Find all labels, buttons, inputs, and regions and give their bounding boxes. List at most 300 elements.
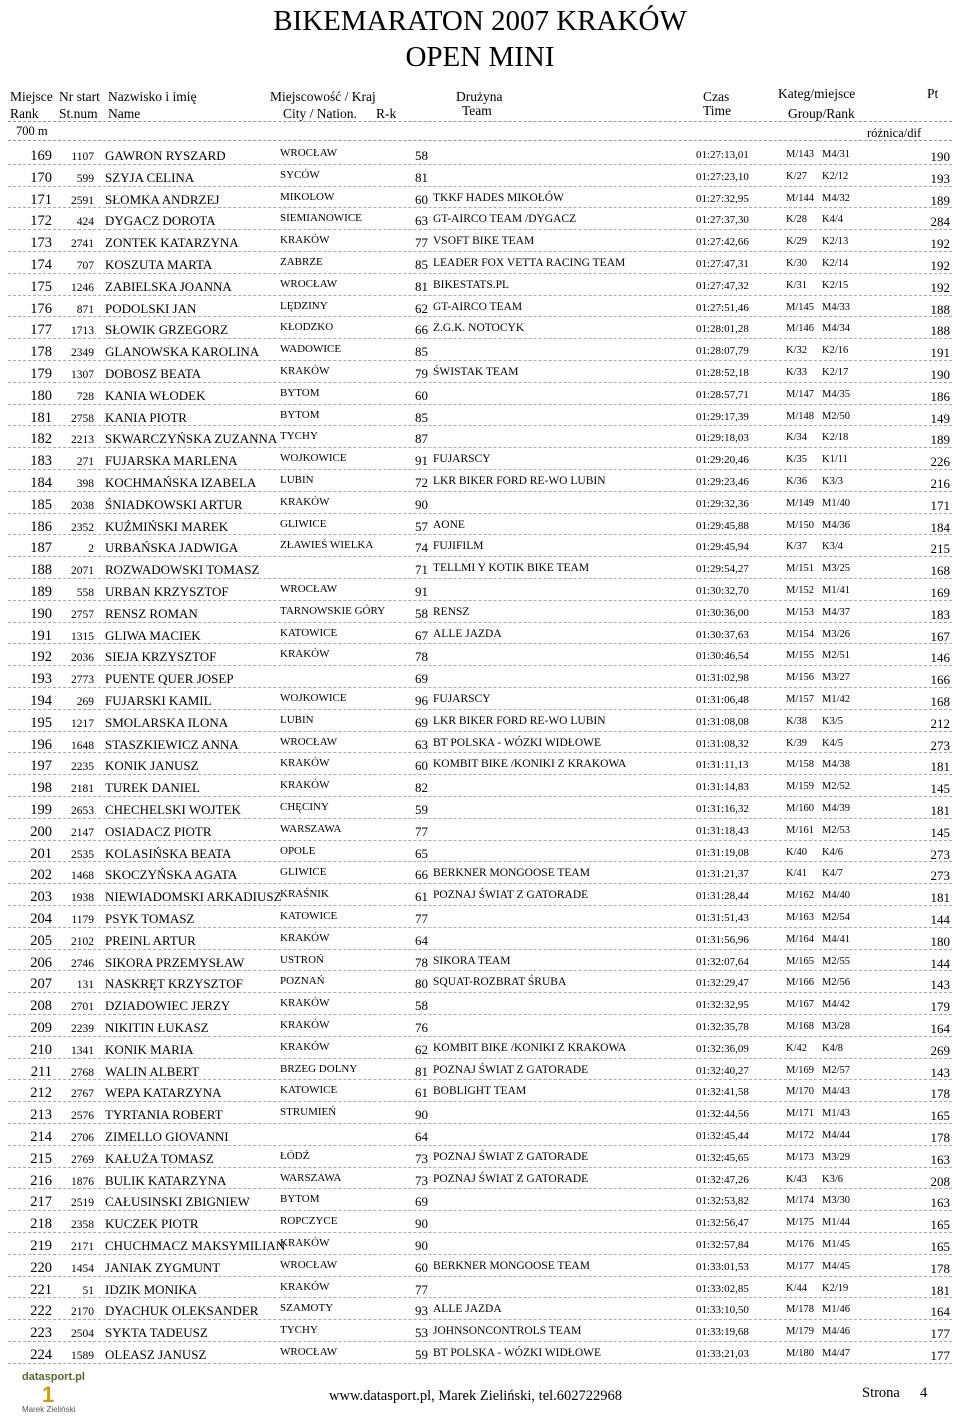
header-rank-en: Rank: [10, 106, 39, 121]
row-start-number: 1876: [71, 1175, 94, 1188]
row-start-number: 2519: [71, 1197, 94, 1210]
row-age: 77: [415, 911, 428, 926]
row-time: 01:27:42,66: [696, 236, 749, 249]
row-age: 67: [415, 627, 428, 643]
row-team: BT POLSKA - WÓZKI WIDŁOWE: [433, 736, 602, 749]
row-category-group: K1/11: [822, 454, 848, 466]
row-category-group: M2/52: [822, 781, 851, 793]
row-category-group: M4/35: [822, 388, 851, 400]
row-age: 77: [415, 235, 428, 251]
row-name: KAŁUŻA TOMASZ: [105, 1150, 214, 1166]
row-points: 163: [930, 1151, 950, 1167]
row-time: 01:27:32,95: [696, 192, 749, 205]
row-rank: 191: [30, 627, 52, 644]
row-team: KOMBIT BIKE /KONIKI Z KRAKOWA: [433, 758, 627, 771]
row-category-group: M1/45: [822, 1239, 851, 1250]
row-category-group: M3/27: [822, 672, 851, 684]
row-rank: 189: [30, 584, 52, 600]
row-category-open: M/163: [786, 912, 815, 923]
row-name: KANIA PIOTR: [105, 409, 187, 425]
row-category-open: K/43: [786, 1173, 807, 1185]
row-age: 90: [415, 1107, 428, 1123]
table-row: [0, 1342, 960, 1364]
table-row: [0, 383, 960, 405]
row-category-group: K4/4: [822, 214, 843, 226]
row-category-group: M1/41: [822, 585, 851, 596]
row-city: POZNAŃ: [280, 975, 325, 988]
row-start-number: 2352: [71, 521, 94, 534]
row-rank: 199: [30, 802, 52, 818]
row-category-open: M/176: [786, 1239, 815, 1250]
row-city: OPOLE: [280, 844, 316, 857]
table-row: [0, 1168, 960, 1190]
row-team: TELLMI Y KOTIK BIKE TEAM: [433, 562, 590, 575]
row-time: 01:31:16,32: [696, 803, 749, 815]
row-rank: 210: [30, 1041, 52, 1058]
row-age: 91: [415, 453, 428, 469]
row-category-group: M4/34: [822, 323, 851, 335]
row-team: FUJARSCY: [433, 453, 491, 466]
row-start-number: 728: [76, 390, 94, 403]
row-name: SIKORA PRZEMYSŁAW: [105, 954, 245, 970]
row-category-group: M2/51: [822, 650, 851, 662]
row-category-open: K/27: [786, 170, 807, 182]
row-category-group: M4/47: [822, 1348, 851, 1359]
row-category-open: M/159: [786, 781, 815, 793]
row-age: 58: [415, 605, 428, 621]
row-city: KRAKÓW: [280, 1237, 330, 1249]
row-start-number: 1315: [71, 630, 94, 643]
row-time: 01:27:47,31: [696, 258, 749, 270]
row-start-number: 2358: [71, 1219, 94, 1232]
row-points: 181: [930, 890, 950, 906]
row-rank: 175: [30, 278, 52, 295]
table-row: [0, 1080, 960, 1102]
row-category-open: K/36: [786, 476, 807, 487]
row-points: 273: [930, 737, 950, 753]
row-time: 01:27:37,30: [696, 214, 749, 227]
row-rank: 192: [30, 649, 52, 666]
row-team: ŚWISTAK TEAM: [433, 366, 519, 378]
table-row: [0, 841, 960, 863]
row-team: GT-AIRCO TEAM /DYGACZ: [433, 213, 577, 226]
row-points: 165: [930, 1108, 950, 1124]
row-rank: 209: [30, 1020, 52, 1036]
row-category-group: K2/18: [822, 432, 849, 444]
row-name: SMOLARSKA ILONA: [105, 714, 229, 730]
header-team-en: Team: [462, 103, 492, 118]
row-category-group: K3/5: [822, 715, 843, 727]
row-start-number: 2773: [71, 674, 94, 687]
header-rk: R-k: [376, 106, 397, 121]
row-age: 96: [415, 693, 428, 708]
row-time: 01:32:47,26: [696, 1173, 749, 1186]
row-time: 01:32:32,95: [696, 999, 749, 1012]
row-time: 01:31:21,37: [696, 868, 749, 881]
row-category-group: M4/33: [822, 301, 851, 313]
row-points: 165: [930, 1239, 950, 1254]
row-team: AONE: [433, 518, 465, 531]
row-rank: 200: [30, 823, 52, 840]
row-category-open: M/153: [786, 606, 815, 618]
row-category-open: M/156: [786, 672, 815, 684]
row-rank: 220: [30, 1259, 52, 1276]
row-city: BYTOM: [280, 408, 320, 421]
row-name: STASZKIEWICZ ANNA: [105, 736, 239, 752]
row-rank: 206: [30, 954, 52, 971]
row-category-group: M1/43: [822, 1108, 851, 1120]
row-points: 273: [930, 868, 950, 884]
table-row: [0, 928, 960, 950]
row-age: 59: [415, 1347, 428, 1362]
row-name: OSIADACZ PIOTR: [105, 823, 212, 839]
row-city: ŁÓDŹ: [280, 1149, 310, 1162]
row-time: 01:30:46,54: [696, 650, 749, 663]
row-category-group: M2/53: [822, 824, 851, 836]
row-team: KOMBIT BIKE /KONIKI Z KRAKOWA: [433, 1041, 627, 1054]
row-team: BIKESTATS.PL: [433, 278, 510, 291]
table-row: [0, 165, 960, 187]
row-time: 01:29:18,03: [696, 432, 749, 445]
row-age: 60: [415, 758, 428, 774]
table-row: [0, 1146, 960, 1168]
row-city: KRAKÓW: [280, 648, 330, 661]
table-row: [0, 252, 960, 274]
row-category-group: M3/29: [822, 1151, 851, 1163]
row-rank: 216: [30, 1172, 52, 1189]
row-points: 192: [930, 258, 950, 273]
row-city: LUBIN: [280, 713, 314, 726]
row-points: 180: [930, 933, 950, 949]
row-age: 64: [415, 932, 428, 948]
table-row: [0, 492, 960, 514]
page-subtitle: OPEN MINI: [405, 41, 555, 73]
table-row: [0, 753, 960, 775]
row-start-number: 599: [76, 172, 94, 185]
row-city: KRAKÓW: [280, 997, 330, 1010]
row-rank: 207: [30, 976, 52, 993]
row-name: CHECHELSKI WOJTEK: [105, 802, 241, 817]
row-name: NIEWIADOMSKI ARKADIUSZ: [105, 889, 282, 905]
table-row: [0, 1211, 960, 1233]
row-rank: 179: [30, 366, 52, 382]
row-rank: 198: [30, 780, 52, 797]
row-points: 273: [930, 846, 950, 862]
row-points: 168: [930, 563, 950, 579]
row-category-group: K2/12: [822, 170, 849, 182]
row-city: WROCŁAW: [280, 277, 338, 290]
row-category-group: M3/26: [822, 628, 851, 640]
row-time: 01:31:51,43: [696, 912, 749, 924]
table-row: [0, 208, 960, 230]
row-name: DOBOSZ BEATA: [105, 366, 202, 381]
row-age: 93: [415, 1303, 428, 1319]
row-time: 01:28:52,18: [696, 367, 749, 379]
datasport-logo: [22, 1371, 90, 1415]
header-pt: Pt: [927, 86, 939, 101]
row-rank: 221: [30, 1281, 52, 1298]
row-time: 01:27:47,32: [696, 279, 749, 292]
row-points: 181: [930, 759, 950, 775]
table-row: [0, 1124, 960, 1146]
row-time: 01:33:10,50: [696, 1304, 749, 1317]
row-category-open: M/175: [786, 1217, 815, 1229]
row-age: 87: [415, 431, 428, 447]
table-row: [0, 993, 960, 1015]
row-city: KRAKÓW: [280, 1019, 330, 1031]
row-category-open: M/173: [786, 1151, 815, 1163]
row-start-number: 2746: [71, 957, 94, 970]
row-points: 284: [930, 214, 950, 230]
row-name: CAŁUSINSKI ZBIGNIEW: [105, 1194, 250, 1210]
row-city: BYTOM: [280, 386, 320, 399]
row-category-group: M2/54: [822, 912, 851, 923]
row-points: 188: [930, 323, 950, 339]
row-time: 01:29:45,88: [696, 519, 749, 532]
row-time: 01:29:23,46: [696, 476, 749, 488]
row-category-open: K/33: [786, 367, 807, 378]
row-points: 169: [930, 585, 950, 600]
row-points: 216: [930, 476, 950, 491]
table-row: [0, 579, 960, 601]
row-name: FUJARSKI KAMIL: [105, 693, 212, 708]
row-name: WEPA KATARZYNA: [105, 1085, 222, 1101]
row-category-open: M/157: [786, 694, 815, 705]
row-city: CHĘCINY: [280, 801, 329, 813]
row-name: TUREK DANIEL: [105, 780, 200, 796]
row-category-open: M/169: [786, 1064, 815, 1076]
row-start-number: 1713: [71, 325, 94, 338]
table-row: [0, 448, 960, 470]
row-category-group: M4/32: [822, 192, 851, 204]
row-city: WROCŁAW: [280, 1346, 338, 1358]
logo-top-text: datasport.pl: [22, 1371, 85, 1383]
row-rank: 212: [30, 1085, 52, 1102]
row-name: NASKRĘT KRZYSZTOF: [105, 976, 243, 992]
table-row: [0, 426, 960, 448]
row-category-open: M/160: [786, 803, 815, 814]
row-category-open: M/168: [786, 1021, 815, 1032]
footer-page-label: Strona: [862, 1385, 900, 1401]
row-points: 143: [930, 977, 950, 993]
row-city: USTROŃ: [280, 953, 325, 966]
row-team: VSOFT BIKE TEAM: [433, 235, 535, 248]
row-points: 145: [930, 824, 950, 840]
row-name: SZYJA CELINA: [105, 169, 195, 185]
row-name: KONIK JANUSZ: [105, 758, 199, 774]
row-time: 01:28:01,28: [696, 323, 749, 336]
row-category-open: M/154: [786, 628, 815, 640]
row-team: TKKF HADES MIKOŁÓW: [433, 191, 564, 204]
row-rank: 211: [30, 1063, 52, 1080]
row-age: 58: [415, 998, 428, 1014]
row-category-open: K/34: [786, 432, 807, 444]
row-time: 01:29:32,36: [696, 497, 749, 510]
row-age: 81: [415, 169, 428, 185]
row-time: 01:27:13,01: [696, 149, 749, 161]
table-row: [0, 296, 960, 318]
row-rank: 217: [30, 1194, 52, 1211]
row-rank: 169: [30, 148, 52, 164]
row-age: 66: [415, 322, 428, 338]
row-rank: 222: [30, 1303, 52, 1320]
table-row: [0, 339, 960, 361]
row-name: CHUCHMACZ MAKSYMILIAN: [105, 1238, 286, 1253]
row-name: URBAŃSKA JADWIGA: [105, 540, 239, 556]
row-category-group: M2/57: [822, 1064, 851, 1076]
row-name: KOLASIŃSKA BEATA: [105, 845, 232, 861]
row-category-open: M/143: [786, 149, 815, 160]
row-time: 01:33:02,85: [696, 1282, 749, 1295]
row-points: 149: [930, 410, 950, 426]
table-row: [0, 1037, 960, 1059]
row-age: 60: [415, 1259, 428, 1275]
row-category-group: K3/3: [822, 476, 843, 487]
row-start-number: 2767: [71, 1088, 94, 1101]
row-category-group: M1/42: [822, 694, 851, 705]
row-start-number: 1468: [71, 870, 94, 883]
row-start-number: 2758: [71, 412, 94, 425]
row-age: 73: [415, 1150, 428, 1166]
row-time: 01:32:45,44: [696, 1130, 749, 1142]
row-city: BRZEG DOLNY: [280, 1062, 358, 1075]
row-start-number: 1217: [71, 717, 94, 730]
table-row: [0, 862, 960, 884]
row-points: 190: [930, 367, 950, 382]
row-city: KRAKÓW: [280, 365, 330, 377]
table-row: [0, 601, 960, 623]
row-age: 58: [415, 148, 428, 163]
table-row: [0, 732, 960, 754]
row-age: 63: [415, 736, 428, 752]
row-start-number: 2504: [71, 1328, 94, 1341]
row-start-number: 1589: [71, 1350, 94, 1362]
row-start-number: 271: [76, 456, 94, 469]
row-rank: 177: [30, 322, 52, 339]
row-rank: 182: [30, 431, 52, 448]
row-city: ZABRZE: [280, 256, 323, 268]
row-category-open: M/150: [786, 519, 815, 531]
row-name: KOCHMAŃSKA IZABELA: [105, 475, 257, 490]
row-name: DYGACZ DOROTA: [105, 213, 216, 229]
row-category-open: M/165: [786, 955, 815, 967]
row-name: GLIWA MACIEK: [105, 627, 201, 643]
row-category-group: K2/17: [822, 367, 849, 378]
row-points: 164: [930, 1304, 950, 1320]
row-category-group: M1/46: [822, 1304, 851, 1316]
row-category-group: K4/6: [822, 846, 843, 858]
row-rank: 219: [30, 1238, 52, 1254]
row-time: 01:32:07,64: [696, 955, 749, 968]
row-age: 73: [415, 1172, 428, 1188]
row-time: 01:31:08,32: [696, 737, 749, 750]
table-row: [0, 557, 960, 579]
table-row: [0, 535, 960, 557]
row-rank: 208: [30, 998, 52, 1015]
row-start-number: 2741: [71, 238, 94, 251]
row-time: 01:29:45,94: [696, 541, 749, 554]
row-points: 186: [930, 388, 950, 404]
row-time: 01:33:19,68: [696, 1326, 749, 1339]
row-name: GAWRON RYSZARD: [105, 148, 226, 163]
header-divider: [8, 121, 952, 122]
table-row: [0, 361, 960, 383]
row-time: 01:31:08,08: [696, 715, 749, 728]
row-points: 179: [930, 999, 950, 1015]
table-row: [0, 1320, 960, 1342]
row-rank: 223: [30, 1325, 52, 1342]
row-category-open: K/28: [786, 214, 807, 226]
row-team: POZNAJ ŚWIAT Z GATORADE: [433, 1063, 589, 1076]
row-name: KANIA WŁODEK: [105, 387, 206, 403]
row-age: 90: [415, 496, 428, 512]
row-time: 01:30:37,63: [696, 628, 749, 641]
header-start-en: St.num: [59, 106, 98, 121]
row-city: TARNOWSKIE GÓRY: [280, 604, 386, 617]
row-start-number: 1107: [71, 151, 94, 163]
row-age: 65: [415, 845, 428, 861]
header-time-pl: Czas: [703, 89, 730, 104]
row-name: GLANOWSKA KAROLINA: [105, 344, 260, 360]
row-age: 78: [415, 649, 428, 665]
row-category-open: M/152: [786, 585, 815, 596]
row-category-open: M/164: [786, 933, 815, 945]
row-start-number: 2102: [71, 935, 94, 948]
row-city: ROPCZYCE: [280, 1215, 338, 1228]
row-points: 178: [930, 1086, 950, 1102]
row-start-number: 2768: [71, 1066, 94, 1079]
row-name: SYKTA TADEUSZ: [105, 1325, 208, 1341]
row-points: 191: [930, 345, 950, 361]
row-rank: 186: [30, 518, 52, 535]
row-age: 60: [415, 191, 428, 207]
row-name: OLEASZ JANUSZ: [105, 1347, 207, 1362]
row-category-group: M4/41: [822, 933, 851, 945]
row-category-open: M/174: [786, 1195, 815, 1207]
row-category-open: M/158: [786, 759, 815, 771]
row-name: KUŹMIŃSKI MAREK: [105, 518, 229, 534]
row-age: 82: [415, 780, 428, 796]
row-age: 81: [415, 1063, 428, 1079]
row-name: ZONTEK KATARZYNA: [105, 235, 239, 251]
row-age: 60: [415, 387, 428, 403]
row-time: 01:33:01,53: [696, 1260, 749, 1273]
row-rank: 193: [30, 671, 52, 688]
row-points: 177: [930, 1348, 950, 1363]
row-time: 01:32:40,27: [696, 1064, 749, 1077]
row-points: 181: [930, 803, 950, 818]
row-age: 80: [415, 976, 428, 992]
row-name: SKWARCZYŃSKA ZUZANNA: [105, 431, 278, 447]
row-name: DZIADOWIEC JERZY: [105, 998, 231, 1014]
row-rank: 195: [30, 714, 52, 731]
row-start-number: 2706: [71, 1132, 94, 1144]
row-rank: 180: [30, 387, 52, 404]
row-category-group: M4/31: [822, 149, 851, 160]
row-rank: 176: [30, 300, 52, 317]
row-points: 192: [930, 279, 950, 295]
row-age: 53: [415, 1325, 428, 1341]
logo-digit: 1: [42, 1382, 55, 1407]
row-team: FUJARSCY: [433, 693, 491, 705]
row-time: 01:27:23,10: [696, 170, 749, 183]
row-age: 71: [415, 562, 428, 578]
row-category-group: M4/46: [822, 1326, 851, 1338]
row-time: 01:32:36,09: [696, 1042, 749, 1055]
row-city: KRAKÓW: [280, 234, 330, 247]
row-rank: 190: [30, 605, 52, 622]
row-points: 189: [930, 192, 950, 208]
